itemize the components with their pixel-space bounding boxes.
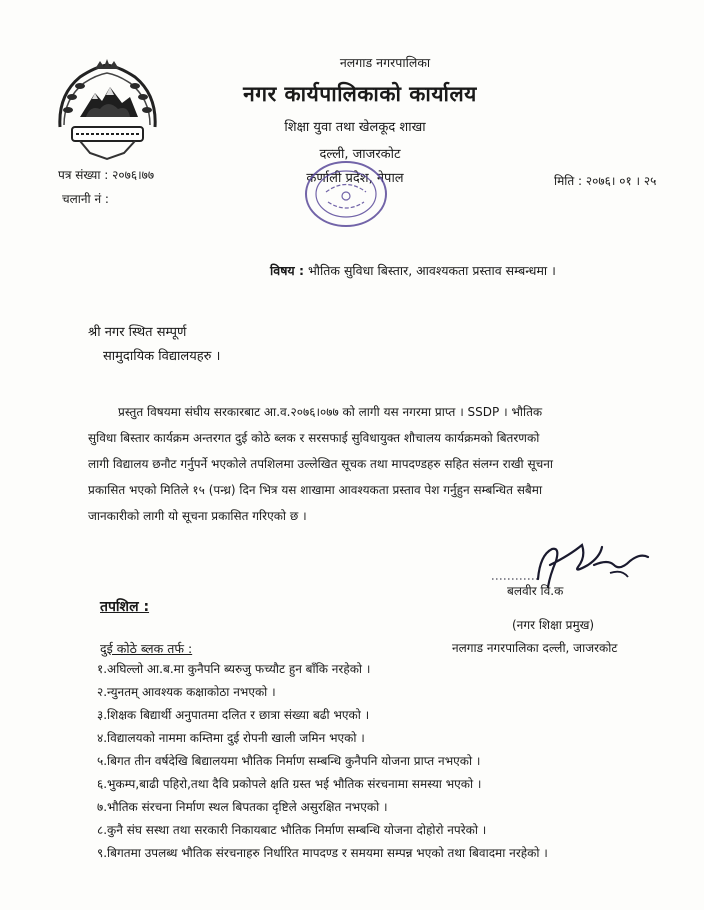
dispatch-number: चलानी नं : [62,192,109,206]
office-title: नगर कार्यपालिकाको कार्यालय [243,82,477,106]
list-item: ७.भौतिक संरचना निर्माण स्थल बिपतका दृष्टिले असुरक्षित नभएको । [97,800,388,814]
letter-date: मिति : २०७६। ०१ । २५ [554,174,657,188]
city-name: दल्ली, जाजरकोट [319,147,401,162]
body-line: लागी विद्यालय छनौट गर्नुपर्ने भएकोले तपशिलमा उल्लेखित सूचक तथा मापदण्डहरु सहित संलग्न राखी सूचना [88,457,553,471]
subject-label: विषय : [270,263,305,278]
section-name: शिक्षा युवा तथा खेलकूद शाखा [284,120,426,135]
body-line: प्रकासित भएको मितिले १५ (पन्ध्र) दिन भित्र यस शाखामा आवश्यकता प्रस्ताव पेश गर्नुहुन सम्बन्धित सबैमा [88,483,543,497]
list-item: ३.शिक्षक बिद्यार्थी अनुपातमा दलित र छात्रा संख्या बढी भएको । [97,708,370,722]
office-stamp-icon [296,152,396,232]
subject-text: भौतिक सुविधा बिस्तार, आवश्यकता प्रस्ताव सम्बन्धमा । [308,263,556,278]
list-item: ९.बिगतमा उपलब्ध भौतिक संरचनाहरु निर्धारित मापदण्ड र समयमा सम्पन्न भएको तथा बिवादमा नरहेको । [97,846,548,860]
list-item: २.न्युनतम् आवश्यक कक्षाकोठा नभएको । [97,685,276,699]
subject-line [270,262,556,279]
reference-number: पत्र संख्या : २०७६।७७ [58,168,155,182]
criteria-list [97,658,548,865]
signatory-title: (नगर शिक्षा प्रमुख) [512,618,595,632]
addressee-line-2: सामुदायिक विद्यालयहरु । [103,349,221,364]
list-item: ६.भुकम्प,बाढी पहिरो,तथा दैवि प्रकोपले क्षति ग्रस्त भई भौतिक संरचनामा समस्या भएको । [97,777,482,791]
list-item: ८.कुनै संघ सस्था तथा सरकारी निकायबाट भौतिक निर्माण सम्बन्धि योजना दोहोरो नपरेको । [97,823,487,837]
details-heading: तपशिल : [100,599,150,615]
block-section-title: दुई कोठे ब्लक तर्फ : [100,641,193,656]
list-item: ५.बिगत तीन वर्षदेखि बिद्यालयमा भौतिक निर्माण सम्बन्धि कुनैपनि योजना प्राप्त नभएको । [97,754,481,768]
addressee-line-1: श्री नगर स्थित सम्पूर्ण [88,325,187,340]
list-item: १.अघिल्लो आ.ब.मा कुनैपनि ब्यरुजु फच्यौट हुन बाँकि नरहेको । [97,662,371,676]
body-line: प्रस्तुत विषयमा संघीय सरकारबाट आ.व.२०७६।०७७ को लागी यस नगरमा प्राप्त । SSDP । भौतिक [118,405,543,419]
signatory-office: नलगाड नगरपालिका दल्ली, जाजरकोट [452,641,618,655]
signature-block [450,535,680,660]
body-line: सुविधा बिस्तार कार्यक्रम अन्तरगत दुई कोठे ब्लक र सरसफाई सुविधायुक्त शौचालय कार्यक्रमको बितरणको [88,431,540,445]
province-name: कर्णाली प्रदेश, नेपाल [306,171,404,186]
municipality-name: नलगाड नगरपालिका [339,55,431,70]
signatory-name: बलवीर वि.क [507,584,564,598]
body-line: जानकारीको लागी यो सूचना प्रकासित गरिएकाे छ । [88,509,307,523]
nepal-emblem-icon [50,55,165,165]
list-item: ४.विद्यालयको नाममा कम्तिमा दुई रोपनी खाली जमिन भएको । [97,731,365,745]
